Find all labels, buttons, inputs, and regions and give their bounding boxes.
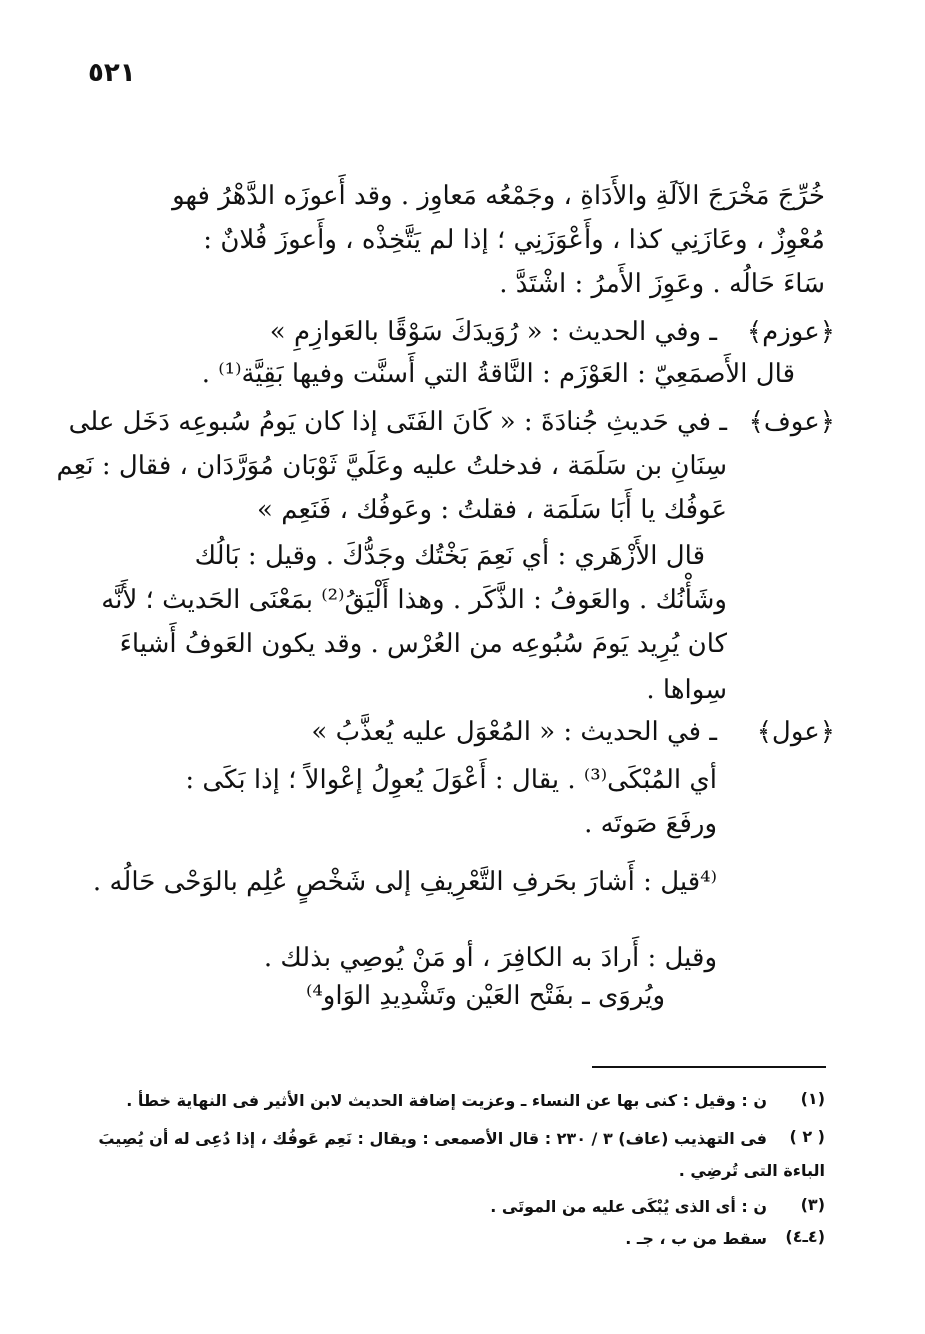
entry-line: ـ في الحديث : « المُعْوَل عليه يُعذَّبُ » bbox=[311, 717, 717, 747]
footnote-text: فى التهذيب (عاف) ٣ / ٢٣٠ : قال الأصمعى : ويقال : نَعِم عَوفُك ، إذا دُعِى له أن يُصِيبَ bbox=[98, 1129, 767, 1148]
entry-line: ـ وفي الحديث : « رُوَيدَكَ سَوْقًا بالعَوازِمِ » bbox=[269, 317, 717, 347]
entry-line: وشَأْنُك . والعَوفُ : الذَّكَر . وهذا أَلْيَقُ⁽²⁾ بمَعْنَى الحَديث ؛ لأَنَّه bbox=[101, 585, 727, 615]
entry-line: ـ في حَديثِ جُنادَةَ : « كَانَ الفَتَى إذا كان يَومُ سُبوعِه دَخَل على bbox=[68, 407, 727, 437]
entry-line: سِنَانِ بن سَلَمَة ، فدخلتُ عليه وعَلَيَّ ثَوْبَان مُوَرَّدَان ، فقال : نَعِم bbox=[56, 451, 727, 481]
footnote-marker: (١) bbox=[800, 1089, 825, 1108]
entry-line: سِواها . bbox=[646, 675, 727, 705]
body-line: سَاءَ حَالُه . وعَوِزَ الأَمرُ : اشْتَدَّ . bbox=[499, 269, 825, 299]
footnote-marker: (٣) bbox=[800, 1195, 825, 1214]
page-number: ٥٢١ bbox=[88, 58, 136, 88]
footnote-text: ن : أى الذى يُبْكَى عليه من الموتَى . bbox=[490, 1197, 767, 1216]
footnote-text: الباءة التى تُرضِي . bbox=[678, 1161, 825, 1180]
entry-heading: ﴿عول﴾ bbox=[756, 717, 835, 747]
body-line: خُرِّجَ مَخْرَجَ الآلَةِ والأَدَاةِ ، وجَمْعُه مَعاوِز . وقد أَعوزَه الدَّهْرُ فهو bbox=[172, 181, 825, 211]
body-line: مُعْوِزٌ ، وعَازَنِي كذا ، وأَعْوَزَنِي ؛ إذا لم يَتَّخِذْه ، وأَعوزَ فُلانٌ : bbox=[203, 225, 825, 255]
footnote-text: سقط من ب ، جـ . bbox=[625, 1229, 767, 1248]
footnote-divider bbox=[592, 1066, 826, 1068]
entry-line: ورفَعَ صَوتَه . bbox=[584, 809, 717, 839]
entry-line: ويُروَى ـ بفَتْح العَيْن وتَشْدِيدِ الوَاو⁴⁾ bbox=[305, 981, 665, 1011]
footnote-marker: ( ٢ ) bbox=[789, 1127, 825, 1146]
entry-line: أي المُبْكَى⁽³⁾ . يقال : أَعْوَلَ يُعوِلُ إعْوالاً ؛ إذا بَكَى : bbox=[185, 765, 717, 795]
entry-line: قال الأَصمَعِيّ : العَوْزَم : النَّاقةُ التي أَسنَّت وفيها بَقِيَّة⁽¹⁾ . bbox=[201, 359, 795, 389]
entry-heading: ﴿عوف﴾ bbox=[748, 407, 835, 437]
entry-heading: ﴿عوزم﴾ bbox=[746, 317, 835, 347]
entry-line: قال الأَزْهَري : أي نَعِمَ بَخْتُك وجَدُّكَ . وقيل : بَالُك bbox=[194, 541, 705, 571]
entry-line: عَوفُك يا أَبَا سَلَمَة ، فقلتُ : وعَوفُك ، فَنَعِم » bbox=[257, 495, 727, 525]
footnote-marker: (٤ـ٤) bbox=[785, 1227, 825, 1246]
footnote-text: ن : وقيل : كنى بها عن النساء ـ وعزيت إضافة الحديث لابن الأثير فى النهاية خطأ . bbox=[126, 1091, 767, 1110]
entry-line: ⁽⁴قيل : أَشارَ بحَرفِ التَّعْرِيفِ إلى شَخْصٍ عُلِم بالوَحْى حَالُه . bbox=[92, 867, 717, 897]
entry-line: كان يُرِيد يَومَ سُبُوعِه من العُرْس . وقد يكون العَوفُ أَشياءَ bbox=[119, 629, 727, 659]
entry-line: وقيل : أَرادَ به الكافِرَ ، أو مَنْ يُوصِي بذلك . bbox=[263, 943, 717, 973]
